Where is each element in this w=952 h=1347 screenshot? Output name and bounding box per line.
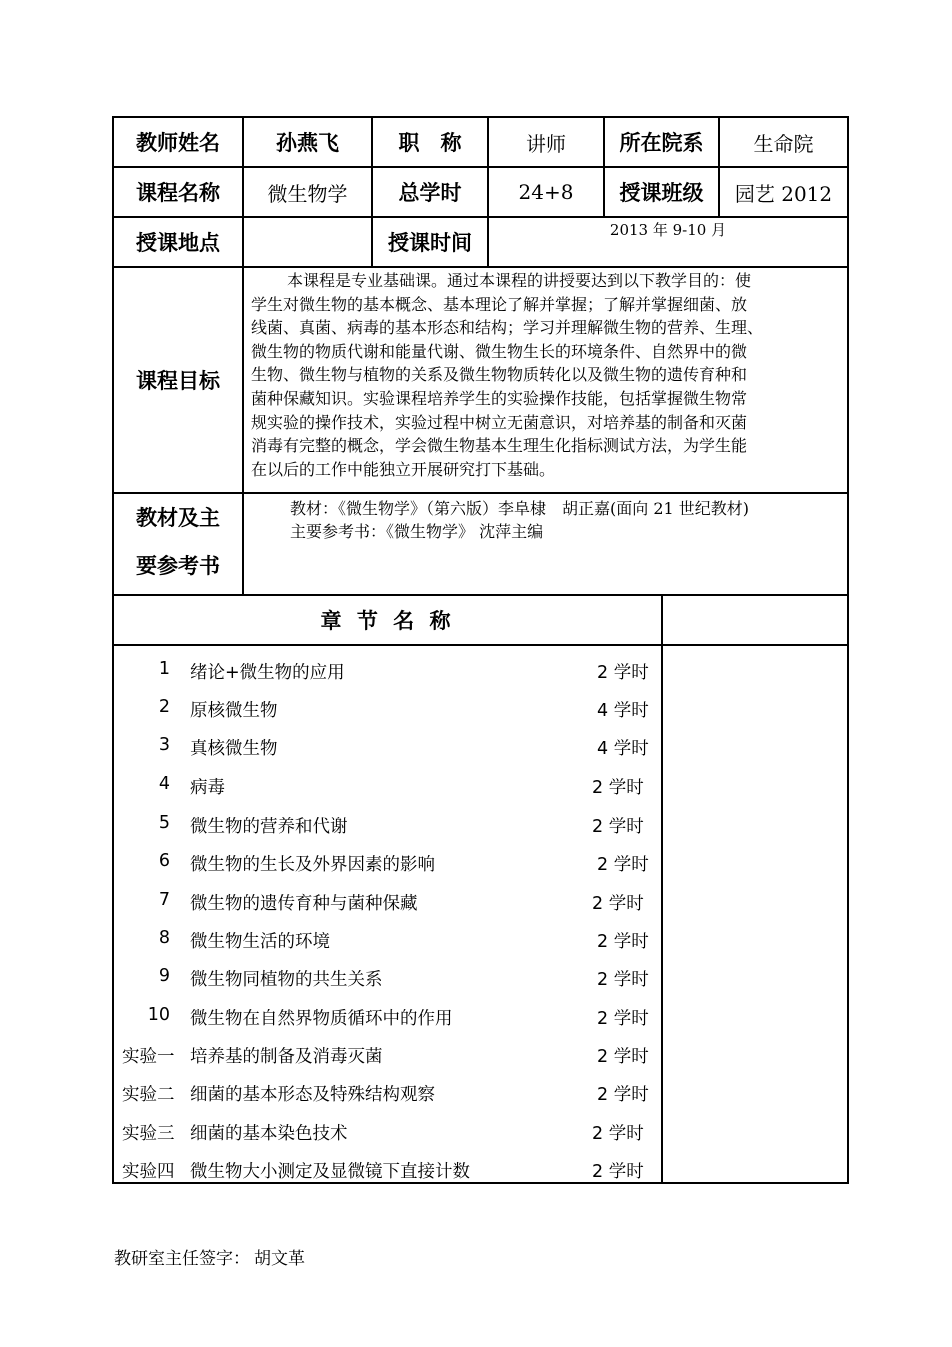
signature-name: 胡文革	[254, 1249, 305, 1269]
chapter-hours: 2 学时	[592, 778, 644, 798]
chapter-title: 微生物在自然界物质循环中的作用	[190, 1009, 453, 1029]
chapter-number: 9	[158, 966, 170, 986]
chapter-row	[112, 689, 662, 727]
class-label: 授课班级	[619, 181, 704, 205]
chapter-row	[112, 1150, 662, 1188]
chapter-number: 7	[158, 890, 170, 910]
chapter-number: 1	[158, 659, 170, 679]
chapter-title: 微生物大小测定及显微镜下直接计数	[190, 1162, 470, 1182]
chapter-row	[112, 651, 662, 689]
reference-line: 主要参考书：《微生物学》 沈萍主编	[290, 522, 544, 541]
signature-label: 教研室主任签字：	[114, 1249, 250, 1269]
chapter-title: 病毒	[190, 778, 225, 798]
chapter-hours: 2 学时	[597, 855, 649, 875]
chapter-number: 6	[158, 851, 170, 871]
chapter-hours: 2 学时	[592, 894, 644, 914]
chapter-title: 微生物同植物的共生关系	[190, 970, 383, 990]
chapter-title: 真核微生物	[190, 739, 278, 759]
objectives-text	[251, 269, 840, 481]
chapter-row	[112, 997, 662, 1035]
chapter-row	[112, 766, 662, 804]
course-name-label: 课程名称	[136, 181, 220, 205]
chapter-hours: 2 学时	[592, 1162, 644, 1182]
chapter-number: 实验四	[122, 1162, 175, 1182]
teacher-name-label: 教师姓名	[136, 131, 220, 155]
chapter-hours: 2 学时	[592, 817, 644, 837]
chapter-hours: 4 学时	[597, 739, 649, 759]
chapter-number: 实验一	[122, 1047, 175, 1067]
teacher-name-value: 孙燕飞	[276, 131, 339, 155]
class-value: 园艺 2012	[734, 181, 833, 206]
time-label: 授课时间	[388, 231, 472, 255]
objectives-line: 线菌、真菌、病毒的基本形态和结构；学习并理解微生物的营养、生理、	[251, 318, 764, 338]
chapter-hours: 2 学时	[597, 1047, 649, 1067]
chapter-title: 微生物生活的环境	[190, 932, 330, 952]
chapter-number: 3	[158, 735, 170, 755]
chapter-row	[112, 920, 662, 958]
chapter-header: 章 节 名 称	[320, 609, 455, 633]
chapter-row	[112, 805, 662, 843]
course-name-value: 微生物学	[267, 181, 348, 206]
chapter-title: 细菌的基本染色技术	[190, 1124, 348, 1144]
chapter-hours: 2 学时	[597, 970, 649, 990]
objectives-line: 在以后的工作中能独立开展研究打下基础。	[251, 459, 556, 479]
department-value: 生命院	[753, 131, 814, 156]
chapter-number: 实验二	[122, 1085, 175, 1105]
chapter-hours: 2 学时	[597, 1085, 649, 1105]
chapter-row	[112, 958, 662, 996]
textbook-label-line2: 要参考书	[136, 554, 220, 578]
chapter-hours: 2 学时	[597, 932, 649, 952]
chapter-number: 5	[158, 813, 170, 833]
location-label: 授课地点	[136, 231, 220, 255]
objectives-line: 学生对微生物的基本概念、基本理论了解并掌握；了解并掌握细菌、放	[251, 294, 748, 314]
objectives-line: 消毒有完整的概念，学会微生物基本生理生化指标测试方法，为学生能	[251, 436, 748, 456]
chapter-row	[112, 1073, 662, 1111]
chapter-hours: 2 学时	[597, 1009, 649, 1029]
chapter-hours: 2 学时	[592, 1124, 644, 1144]
chapter-number: 10	[147, 1005, 170, 1025]
chapter-title: 微生物的遗传育种与菌种保藏	[190, 894, 418, 914]
chapter-number: 2	[158, 697, 170, 717]
objectives-label: 课程目标	[136, 369, 220, 393]
chapter-row	[112, 1035, 662, 1073]
textbook-label-line1: 教材及主	[136, 506, 220, 530]
chapter-title: 微生物的生长及外界因素的影响	[190, 855, 435, 875]
signature-line	[114, 1244, 305, 1269]
chapter-row	[112, 882, 662, 920]
chapter-title: 微生物的营养和代谢	[190, 817, 348, 837]
textbook-content	[290, 497, 845, 543]
time-value: 2013 年 9-10 月	[609, 221, 727, 239]
chapter-hours: 4 学时	[597, 701, 649, 721]
chapter-hours: 2 学时	[597, 663, 649, 683]
total-hours-label: 总学时	[398, 181, 462, 205]
department-label: 所在院系	[619, 131, 704, 155]
location-value	[244, 218, 371, 266]
objectives-line: 规实验的操作技术，实验过程中树立无菌意识，对培养基的制备和灭菌	[251, 412, 748, 432]
textbook-label	[114, 494, 242, 594]
chapter-title: 原核微生物	[190, 701, 278, 721]
chapter-row	[112, 843, 662, 881]
total-hours-value: 24+8	[518, 180, 574, 204]
chapter-row	[112, 727, 662, 765]
chapter-number: 4	[158, 774, 170, 794]
chapter-title: 培养基的制备及消毒灭菌	[190, 1047, 383, 1067]
textbook-line: 教材：《微生物学》（第六版）李阜棣 胡正嘉(面向 21 世纪教材)	[290, 499, 750, 518]
chapter-number: 8	[158, 928, 170, 948]
chapter-number: 实验三	[122, 1124, 175, 1144]
chapter-title: 绪论+微生物的应用	[190, 663, 345, 683]
chapter-row	[112, 1112, 662, 1150]
title-value: 讲师	[526, 131, 566, 156]
title-label: 职 称	[398, 131, 462, 155]
chapter-title: 细菌的基本形态及特殊结构观察	[190, 1085, 435, 1105]
objectives-line: 微生物的物质代谢和能量代谢、微生物生长的环境条件、自然界中的微	[251, 341, 748, 361]
objectives-line: 菌种保藏知识。实验课程培养学生的实验操作技能，包括掌握微生物常	[251, 388, 748, 408]
objectives-line: 本课程是专业基础课。通过本课程的讲授要达到以下教学目的：使	[287, 271, 752, 290]
objectives-line: 生物、微生物与植物的关系及微生物物质转化以及微生物的遗传育种和	[251, 365, 748, 385]
